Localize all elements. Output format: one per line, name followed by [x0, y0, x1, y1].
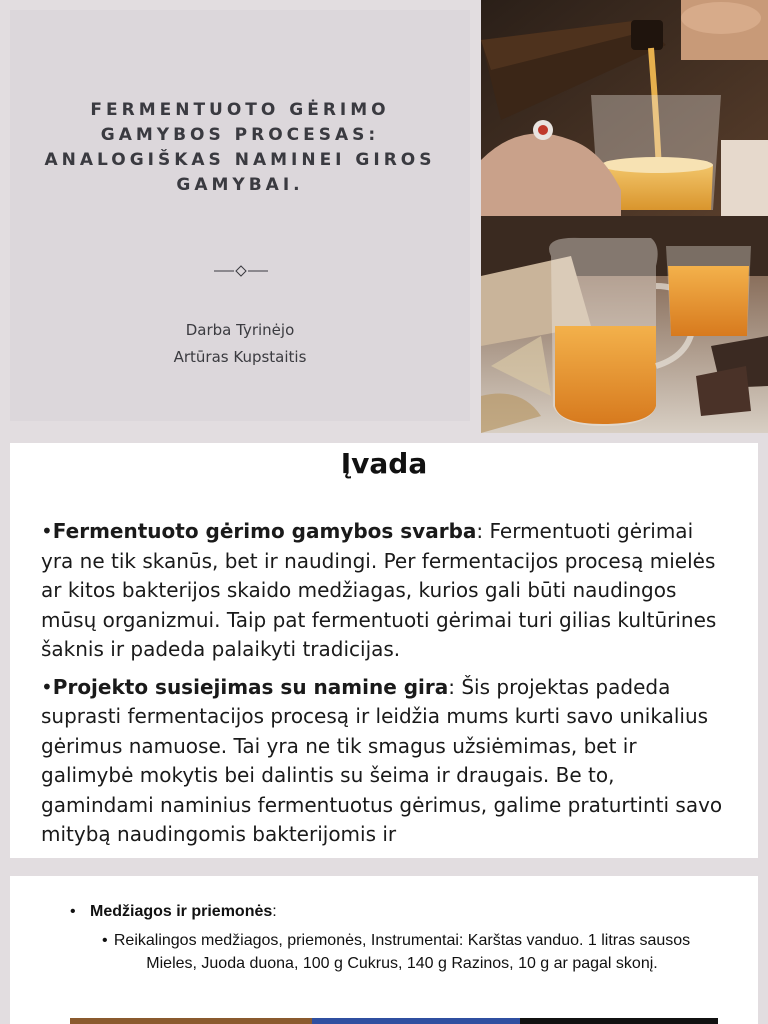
- materials-list: [102, 930, 702, 975]
- bullet-icon: •: [70, 903, 76, 920]
- slide-title: FERMENTUOTO GĖRIMO GAMYBOS PROCESAS: ANALOGIŠKAS NAMINEI GIROS GAMYBAI.: [44, 100, 436, 195]
- materials-bullet: [70, 903, 277, 921]
- intro-paragraph-2-bold: Projekto susiejimas su namine gira: [52, 674, 449, 699]
- materials-bullet-bold: Medžiagos ir priemonės: [90, 903, 273, 920]
- author-caption: Darba Tyrinėjo: [185, 321, 295, 339]
- materials-bullet-suffix: :: [272, 903, 277, 920]
- materials-slide: [10, 876, 758, 1024]
- title-card: [10, 10, 470, 421]
- intro-heading: Įvada: [340, 447, 428, 480]
- bottle-pouring-kvass-photo: [481, 0, 768, 216]
- diamond-divider-icon: [214, 265, 268, 277]
- intro-paragraph-2-text: : Šis projektas padeda suprasti fermentacijos procesą ir leidžia mums kurti savo unikalius gėrimus namuose. Tai yra ne tik smagus užsiėmimas, bet ir galimybė mokytis bei dalintis su šeima ir draugais. Be to, gamindami naminius fermentuotus gėrimus, galime praturtinti savo mitybą naudingomis bakterijomis ir: [41, 674, 723, 846]
- kvass-jug-and-bread-photo: [481, 216, 768, 433]
- image-strip-2: [312, 1018, 520, 1024]
- materials-list-text: Reikalingos medžiagos, priemonės, Instrumentai: Karštas vanduo. 1 litras sausos Mieles, Juoda duona, 100 g Cukrus, 140 g Razinos, 10 g ar pagal skonį.: [113, 932, 691, 972]
- intro-paragraph-1: •Fermentuoto gėrimo gamybos svarba: Fermentuoti gėrimai yra ne tik skanūs, bet ir naudingi. Per fermentacijos procesą mielės ar kitos bakterijos skaido medžiagas, kurios gali būti naudingos mūsų organizmui. Taip pat fermentuoti gėrimai turi gilias kultūrines šaknis ir padeda palaikyti tradicijas.: [41, 519, 717, 661]
- sub-bullet-icon: •: [102, 932, 108, 949]
- title-slide: [0, 0, 768, 433]
- author-name: Artūras Kupstaitis: [173, 348, 307, 366]
- image-strip-3: [520, 1018, 718, 1024]
- intro-paragraph-1-bold: Fermentuoto gėrimo gamybos svarba: [52, 519, 477, 543]
- image-strip-1: [70, 1018, 312, 1024]
- intro-paragraph-2: •Projekto susiejimas su namine gira: Šis projektas padeda suprasti fermentacijos procesą ir leidžia mums kurti savo unikalius gėrimus namuose. Tai yra ne tik smagus užsiėmimas, bet ir galimybė mokytis bei dalintis su šeima ir draugais. Be to, gamindami naminius fermentuotus gėrimus, galime praturtinti savo mitybą naudingomis bakterijomis ir: [41, 674, 723, 846]
- intro-paragraph-1-text: : Fermentuoti gėrimai yra ne tik skanūs, bet ir naudingi. Per fermentacijos procesą mielės ar kitos bakterijos skaido medžiagas, kurios gali būti naudingos mūsų organizmui. Taip pat fermentuoti gėrimai turi gilias kultūrines šaknis ir padeda palaikyti tradicijas.: [41, 519, 717, 661]
- intro-body: [41, 517, 731, 858]
- intro-slide: [10, 443, 758, 858]
